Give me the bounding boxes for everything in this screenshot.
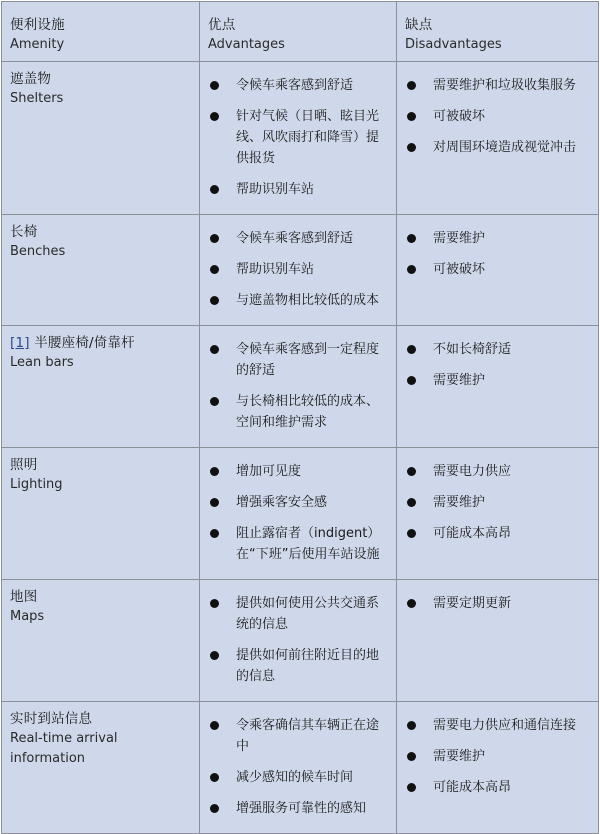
list-item <box>208 461 390 482</box>
amenity-name-en: Lean bars <box>10 355 74 370</box>
list-item <box>405 370 592 391</box>
disadvantages-cell-list <box>405 228 592 280</box>
list-item <box>405 777 592 798</box>
list-item-text: 可能成本高昂 <box>433 526 512 541</box>
bullet-icon <box>210 804 219 813</box>
list-item-text: 可被破坏 <box>433 262 486 277</box>
list-item-text: 需要维护 <box>433 231 486 246</box>
table-row <box>2 326 599 448</box>
list-item-text: 增加可见度 <box>236 464 302 479</box>
list-item <box>208 523 390 565</box>
disadvantages-cell-list <box>405 715 592 798</box>
list-item <box>405 593 592 614</box>
amenity-cell <box>2 62 200 215</box>
amenity-name-cn <box>10 333 193 353</box>
bullet-icon <box>210 112 219 121</box>
bullet-icon <box>210 467 219 476</box>
list-item-text: 需要定期更新 <box>433 596 512 611</box>
disadvantages-cell <box>397 448 599 580</box>
table-row <box>2 702 599 834</box>
advantages-cell <box>200 215 397 326</box>
header-row <box>2 2 599 62</box>
list-item-text: 减少感知的候车时间 <box>236 770 354 785</box>
list-item-text: 不如长椅舒适 <box>433 342 512 357</box>
amenity-name-en: Maps <box>10 609 45 624</box>
list-item-text: 帮助识别车站 <box>236 262 315 277</box>
bullet-icon <box>210 81 219 90</box>
amenity-cell <box>2 215 200 326</box>
advantages-cell-list <box>208 715 390 819</box>
list-item <box>405 492 592 513</box>
disadvantages-cell <box>397 326 599 448</box>
disadvantages-cell-list <box>405 339 592 391</box>
advantages-cell-list <box>208 75 390 200</box>
advantages-cell <box>200 448 397 580</box>
list-item-text: 令候车乘客感到舒适 <box>236 231 354 246</box>
bullet-icon <box>210 345 219 354</box>
list-item <box>208 715 390 757</box>
bullet-icon <box>210 529 219 538</box>
header-advantages-en: Advantages <box>208 37 285 52</box>
list-item-text: 帮助识别车站 <box>236 182 315 197</box>
bullet-icon <box>210 185 219 194</box>
amenity-name-en: Lighting <box>10 477 63 492</box>
list-item-text: 增强服务可靠性的感知 <box>236 801 367 816</box>
header-advantages-cn: 优点 <box>208 17 236 33</box>
reference-link[interactable]: [1] <box>10 335 30 351</box>
bullet-icon <box>407 112 416 121</box>
list-item-text: 与遮盖物相比较低的成本 <box>236 293 380 308</box>
header-amenity-cn: 便利设施 <box>10 17 65 33</box>
bullet-icon <box>210 498 219 507</box>
bullet-icon <box>210 721 219 730</box>
advantages-cell <box>200 62 397 215</box>
bullet-icon <box>210 773 219 782</box>
amenity-name-cn <box>10 455 193 475</box>
amenity-name-cn-text: 遮盖物 <box>10 71 52 87</box>
advantages-cell-list <box>208 339 390 433</box>
list-item-text: 与长椅相比较低的成本、空间和维护需求 <box>236 394 380 430</box>
list-item-text: 令候车乘客感到一定程度的舒适 <box>236 342 380 378</box>
list-item <box>405 461 592 482</box>
list-item <box>208 391 390 433</box>
list-item-text: 提供如何使用公共交通系统的信息 <box>236 596 380 632</box>
bullet-icon <box>210 234 219 243</box>
list-item-text: 提供如何前往附近目的地的信息 <box>236 648 380 684</box>
table-row <box>2 215 599 326</box>
list-item <box>405 715 592 736</box>
amenity-name-cn-text: 半腰座椅/倚靠杆 <box>34 335 135 351</box>
bullet-icon <box>407 345 416 354</box>
amenity-name-cn-text: 地图 <box>10 589 38 605</box>
list-item <box>208 290 390 311</box>
amenity-name-en: Real-time arrival information <box>10 731 118 766</box>
amenity-name-cn-text: 长椅 <box>10 224 38 240</box>
bullet-icon <box>407 143 416 152</box>
disadvantages-cell <box>397 702 599 834</box>
bullet-icon <box>407 783 416 792</box>
list-item-text: 可能成本高昂 <box>433 780 512 795</box>
bullet-icon <box>407 81 416 90</box>
list-item <box>208 228 390 249</box>
bullet-icon <box>407 234 416 243</box>
bullet-icon <box>407 721 416 730</box>
amenity-cell <box>2 580 200 702</box>
list-item-text: 对周围环境造成视觉冲击 <box>433 140 577 155</box>
amenity-name-cn <box>10 222 193 242</box>
advantages-cell-list <box>208 228 390 311</box>
bullet-icon <box>407 265 416 274</box>
header-disadvantages-cn: 缺点 <box>405 17 433 33</box>
table-row <box>2 62 599 215</box>
disadvantages-cell <box>397 580 599 702</box>
list-item-text: 增强乘客安全感 <box>236 495 328 510</box>
list-item <box>405 339 592 360</box>
list-item <box>208 492 390 513</box>
disadvantages-cell-list <box>405 593 592 614</box>
amenity-table <box>1 1 599 834</box>
list-item <box>405 746 592 767</box>
header-advantages <box>200 2 397 62</box>
bullet-icon <box>407 752 416 761</box>
amenity-cell <box>2 702 200 834</box>
list-item <box>208 593 390 635</box>
list-item <box>208 645 390 687</box>
bullet-icon <box>210 397 219 406</box>
table-row <box>2 448 599 580</box>
amenity-cell <box>2 326 200 448</box>
header-amenity-en: Amenity <box>10 37 65 52</box>
bullet-icon <box>407 529 416 538</box>
list-item <box>405 137 592 158</box>
list-item-text: 需要维护和垃圾收集服务 <box>433 78 577 93</box>
amenity-name-en: Benches <box>10 244 66 259</box>
bullet-icon <box>210 599 219 608</box>
bullet-icon <box>407 498 416 507</box>
amenity-cell <box>2 448 200 580</box>
list-item-text: 需要电力供应 <box>433 464 512 479</box>
list-item-text: 令候车乘客感到舒适 <box>236 78 354 93</box>
amenity-name-en: Shelters <box>10 91 64 106</box>
list-item <box>208 767 390 788</box>
list-item-text: 阻止露宿者（indigent）在“下班”后使用车站设施 <box>236 526 381 562</box>
table-row <box>2 580 599 702</box>
list-item-text: 需要维护 <box>433 373 486 388</box>
list-item <box>208 259 390 280</box>
list-item <box>208 75 390 96</box>
bullet-icon <box>407 599 416 608</box>
disadvantages-cell-list <box>405 75 592 158</box>
amenity-name-cn-text: 实时到站信息 <box>10 711 93 727</box>
amenity-name-cn <box>10 587 193 607</box>
list-item <box>405 75 592 96</box>
list-item <box>405 523 592 544</box>
bullet-icon <box>407 467 416 476</box>
header-disadvantages <box>397 2 599 62</box>
bullet-icon <box>210 296 219 305</box>
advantages-cell <box>200 580 397 702</box>
disadvantages-cell <box>397 215 599 326</box>
disadvantages-cell-list <box>405 461 592 544</box>
amenity-name-cn-text: 照明 <box>10 457 38 473</box>
list-item-text: 令乘客确信其车辆正在途中 <box>236 718 380 754</box>
list-item <box>405 106 592 127</box>
list-item-text: 需要电力供应和通信连接 <box>433 718 577 733</box>
header-amenity <box>2 2 200 62</box>
list-item-text: 需要维护 <box>433 495 486 510</box>
advantages-cell <box>200 326 397 448</box>
list-item-text: 需要维护 <box>433 749 486 764</box>
list-item-text: 可被破坏 <box>433 109 486 124</box>
advantages-cell-list <box>208 461 390 565</box>
advantages-cell <box>200 702 397 834</box>
list-item <box>405 259 592 280</box>
bullet-icon <box>210 651 219 660</box>
list-item <box>208 106 390 169</box>
amenity-name-cn <box>10 69 193 89</box>
list-item <box>208 339 390 381</box>
bullet-icon <box>210 265 219 274</box>
advantages-cell-list <box>208 593 390 687</box>
bullet-icon <box>407 376 416 385</box>
disadvantages-cell <box>397 62 599 215</box>
list-item-text: 针对气候（日晒、眩目光线、风吹雨打和降雪）提供报货 <box>236 109 380 166</box>
list-item <box>208 798 390 819</box>
header-disadvantages-en: Disadvantages <box>405 37 502 52</box>
list-item <box>208 179 390 200</box>
amenity-name-cn <box>10 709 193 729</box>
list-item <box>405 228 592 249</box>
